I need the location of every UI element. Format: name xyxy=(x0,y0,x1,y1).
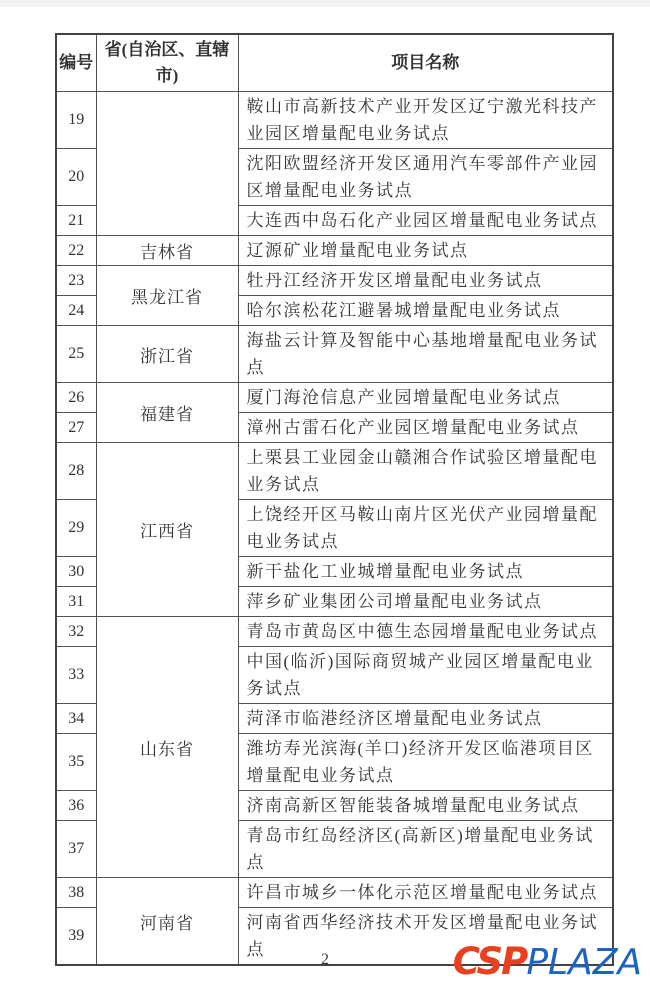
project-cell: 沈阳欧盟经济开发区通用汽车零部件产业园区增量配电业务试点 xyxy=(238,149,613,206)
table-row xyxy=(56,443,613,500)
row-number-cell: 24 xyxy=(56,296,96,326)
row-number-cell: 37 xyxy=(56,821,96,878)
province-cell: 吉林省 xyxy=(96,236,238,266)
province-cell: 江西省 xyxy=(96,443,238,617)
project-cell: 上饶经开区马鞍山南片区光伏产业园增量配电业务试点 xyxy=(238,500,613,557)
row-number-cell: 19 xyxy=(56,92,96,149)
col-header-province: 省(自治区、直辖市) xyxy=(96,34,238,92)
project-cell: 漳州古雷石化产业园区增量配电业务试点 xyxy=(238,413,613,443)
project-cell: 青岛市红岛经济区(高新区)增量配电业务试点 xyxy=(238,821,613,878)
province-cell: 福建省 xyxy=(96,383,238,443)
pilot-projects-table xyxy=(55,33,614,966)
logo-csp-text: CSP xyxy=(452,940,527,983)
project-cell: 海盐云计算及智能中心基地增量配电业务试点 xyxy=(238,326,613,383)
project-cell: 济南高新区智能装备城增量配电业务试点 xyxy=(238,791,613,821)
row-number-cell: 31 xyxy=(56,587,96,617)
row-number-cell: 28 xyxy=(56,443,96,500)
table-row xyxy=(56,266,613,296)
project-cell: 中国(临沂)国际商贸城产业园区增量配电业务试点 xyxy=(238,647,613,704)
province-cell: 山东省 xyxy=(96,617,238,878)
table-row xyxy=(56,326,613,383)
project-cell: 牡丹江经济开发区增量配电业务试点 xyxy=(238,266,613,296)
table-header-row xyxy=(56,34,613,92)
project-cell: 鞍山市高新技术产业开发区辽宁激光科技产业园区增量配电业务试点 xyxy=(238,92,613,149)
row-number-cell: 36 xyxy=(56,791,96,821)
province-cell xyxy=(96,92,238,236)
project-cell: 河南省西华经济技术开发区增量配电业务试点 xyxy=(238,908,613,966)
cspplaza-logo xyxy=(452,940,642,988)
row-number-cell: 39 xyxy=(56,908,96,966)
project-cell: 新干盐化工业城增量配电业务试点 xyxy=(238,557,613,587)
project-cell: 上栗县工业园金山赣湘合作试验区增量配电业务试点 xyxy=(238,443,613,500)
province-cell: 河南省 xyxy=(96,878,238,966)
table-row xyxy=(56,236,613,266)
row-number-cell: 20 xyxy=(56,149,96,206)
col-header-project: 项目名称 xyxy=(238,34,613,92)
project-cell: 潍坊寿光滨海(羊口)经济开发区临港项目区增量配电业务试点 xyxy=(238,734,613,791)
scan-edge xyxy=(0,0,650,7)
province-cell: 浙江省 xyxy=(96,326,238,383)
row-number-cell: 21 xyxy=(56,206,96,236)
project-cell: 青岛市黄岛区中德生态园增量配电业务试点 xyxy=(238,617,613,647)
row-number-cell: 32 xyxy=(56,617,96,647)
row-number-cell: 33 xyxy=(56,647,96,704)
project-cell: 大连西中岛石化产业园区增量配电业务试点 xyxy=(238,206,613,236)
table-row xyxy=(56,92,613,149)
row-number-cell: 26 xyxy=(56,383,96,413)
project-cell: 萍乡矿业集团公司增量配电业务试点 xyxy=(238,587,613,617)
table-row xyxy=(56,383,613,413)
page-number: 2 xyxy=(321,951,329,968)
logo-plaza-text: PLAZA xyxy=(526,942,642,983)
row-number-cell: 35 xyxy=(56,734,96,791)
row-number-cell: 22 xyxy=(56,236,96,266)
table-row xyxy=(56,617,613,647)
row-number-cell: 25 xyxy=(56,326,96,383)
table-row xyxy=(56,878,613,908)
province-cell: 黑龙江省 xyxy=(96,266,238,326)
row-number-cell: 29 xyxy=(56,500,96,557)
project-cell: 哈尔滨松花江避暑城增量配电业务试点 xyxy=(238,296,613,326)
row-number-cell: 27 xyxy=(56,413,96,443)
row-number-cell: 23 xyxy=(56,266,96,296)
row-number-cell: 34 xyxy=(56,704,96,734)
col-header-number: 编号 xyxy=(56,34,96,92)
row-number-cell: 30 xyxy=(56,557,96,587)
project-cell: 厦门海沧信息产业园增量配电业务试点 xyxy=(238,383,613,413)
row-number-cell: 38 xyxy=(56,878,96,908)
project-cell: 辽源矿业增量配电业务试点 xyxy=(238,236,613,266)
project-cell: 菏泽市临港经济区增量配电业务试点 xyxy=(238,704,613,734)
project-cell: 许昌市城乡一体化示范区增量配电业务试点 xyxy=(238,878,613,908)
